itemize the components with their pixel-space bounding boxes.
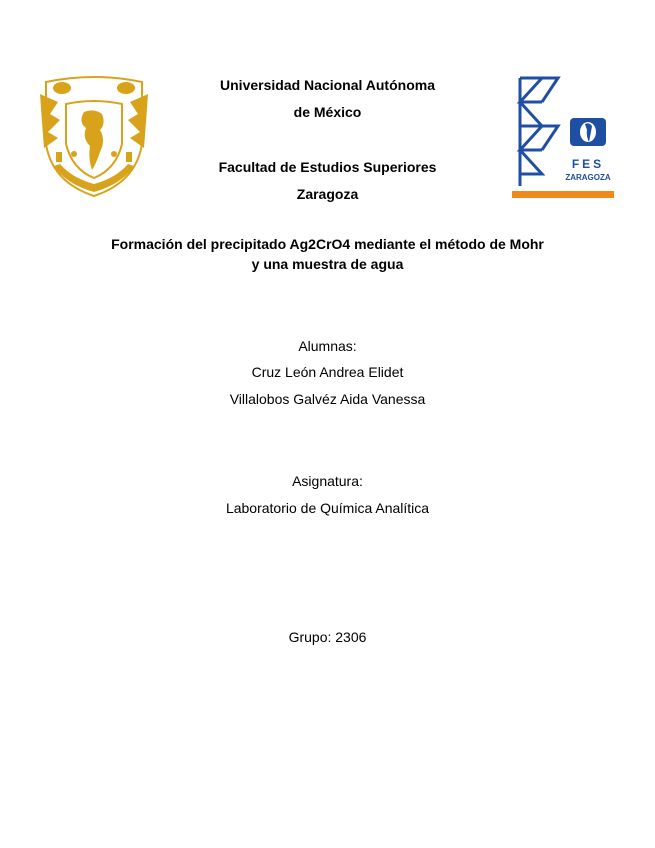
group-number: Grupo: 2306 [288,629,367,645]
subject-value: Laboratorio de Química Analítica [225,500,430,516]
document-title-line1: Formación del precipitado Ag2CrO4 mediante el método de Mohr [111,236,544,252]
subject-label: Asignatura: [292,473,363,489]
document-title-line2: y una muestra de agua [251,256,404,272]
students-label: Alumnas: [298,338,357,354]
fes-logo-subtext: ZARAGOZA [565,173,611,182]
student-name: Villalobos Galvéz Aida Vanessa [229,391,426,407]
university-name-line2: de México [293,104,362,120]
faculty-name-line2: Zaragoza [296,186,359,202]
faculty-name-line1: Facultad de Estudios Superiores [218,159,437,175]
fes-logo-text: FES [571,157,605,171]
university-name-line1: Universidad Nacional Autónoma [220,77,435,93]
student-name: Cruz León Andrea Elidet [251,364,404,380]
